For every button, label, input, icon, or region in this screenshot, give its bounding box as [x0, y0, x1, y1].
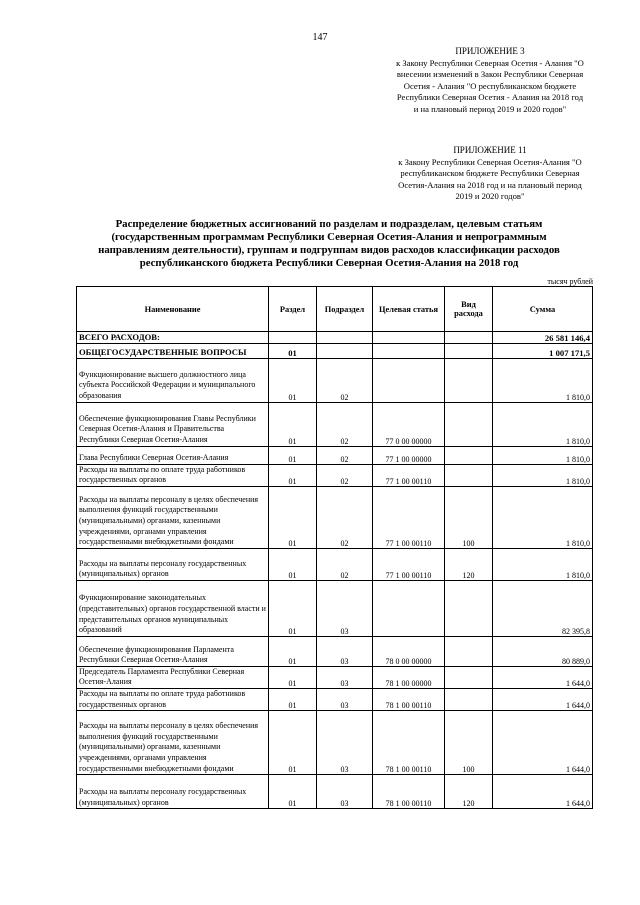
appendix-3-title: ПРИЛОЖЕНИЕ 3 — [455, 46, 525, 56]
cell-target-article: 77 1 00 00110 — [373, 486, 445, 548]
cell-razdel: 01 — [269, 666, 317, 688]
cell-razdel: 01 — [269, 711, 317, 775]
cell-name: ОБЩЕГОСУДАРСТВЕННЫЕ ВОПРОСЫ — [77, 343, 269, 358]
appendix-3-line: Республики Северная Осетия - Алания на 2018 год — [396, 92, 584, 103]
title-line: (государственным программам Республики Северная Осетия-Алания и непрограммным — [111, 231, 547, 243]
cell-expense-type — [445, 446, 493, 464]
cell-target-article — [373, 580, 445, 636]
cell-sum: 1 007 171,5 — [493, 343, 593, 358]
cell-expense-type — [445, 343, 493, 358]
budget-table — [76, 286, 593, 809]
table-row — [77, 580, 593, 636]
appendix-11-title: ПРИЛОЖЕНИЕ 11 — [453, 145, 527, 155]
table-row — [77, 332, 593, 344]
table-row — [77, 688, 593, 710]
cell-podrazdel: 02 — [317, 402, 373, 446]
cell-podrazdel — [317, 343, 373, 358]
table-row — [77, 343, 593, 358]
cell-sum: 26 581 146,4 — [493, 332, 593, 344]
cell-target-article — [373, 343, 445, 358]
appendix-11-line: Осетия-Алания на 2018 год и на плановый период — [398, 179, 582, 190]
cell-podrazdel: 03 — [317, 636, 373, 666]
cell-razdel: 01 — [269, 548, 317, 580]
cell-expense-type: 100 — [445, 711, 493, 775]
cell-podrazdel: 02 — [317, 548, 373, 580]
cell-sum: 1 644,0 — [493, 688, 593, 710]
cell-name: Расходы на выплаты по оплате труда работников государственных органов — [77, 688, 269, 710]
cell-sum: 1 644,0 — [493, 711, 593, 775]
cell-name: Расходы на выплаты персоналу в целях обеспечения выполнения функций государственными (муниципальными) органами, казенными учреждениями, органами управления государственными внебюджетными фондами — [77, 711, 269, 775]
appendix-3-line: внесении изменений в Закон Республики Северная — [396, 69, 584, 80]
cell-expense-type: 120 — [445, 775, 493, 809]
cell-sum: 1 810,0 — [493, 358, 593, 402]
cell-podrazdel — [317, 332, 373, 344]
cell-target-article: 78 1 00 00000 — [373, 666, 445, 688]
cell-podrazdel: 03 — [317, 688, 373, 710]
table-header-row — [77, 287, 593, 332]
cell-podrazdel: 03 — [317, 666, 373, 688]
cell-target-article — [373, 358, 445, 402]
cell-expense-type: 100 — [445, 486, 493, 548]
title-line: Распределение бюджетных ассигнований по разделам и подразделам, целевым статьям — [115, 218, 543, 230]
table-row — [77, 464, 593, 486]
appendix-3-line: Осетия - Алания "О республиканском бюджете — [403, 80, 577, 91]
cell-razdel: 01 — [269, 636, 317, 666]
cell-razdel: 01 — [269, 464, 317, 486]
cell-target-article: 77 0 00 00000 — [373, 402, 445, 446]
cell-razdel: 01 — [269, 486, 317, 548]
cell-expense-type: 120 — [445, 548, 493, 580]
cell-razdel: 01 — [269, 358, 317, 402]
header-name: Наименование — [77, 287, 269, 332]
cell-name: Функционирование законодательных (представительных) органов государственной власти и представительных органов муниципальных образований — [77, 580, 269, 636]
cell-expense-type — [445, 358, 493, 402]
cell-razdel: 01 — [269, 446, 317, 464]
cell-expense-type — [445, 636, 493, 666]
table-row — [77, 446, 593, 464]
cell-expense-type — [445, 666, 493, 688]
cell-target-article: 77 1 00 00000 — [373, 446, 445, 464]
cell-name: Расходы на выплаты персоналу в целях обеспечения выполнения функций государственными (муниципальными) органами, казенными учреждениями, органами управления государственными внебюджетными фондами — [77, 486, 269, 548]
cell-expense-type — [445, 332, 493, 344]
cell-razdel: 01 — [269, 343, 317, 358]
appendix-11-line: 2019 и 2020 годов" — [455, 191, 525, 202]
appendix-11-line: республиканском бюджете Республики Северная — [400, 168, 580, 179]
cell-name: Председатель Парламента Республики Северная Осетия-Алания — [77, 666, 269, 688]
table-row — [77, 775, 593, 809]
cell-razdel: 01 — [269, 775, 317, 809]
table-row — [77, 666, 593, 688]
header-podrazdel: Подраздел — [317, 287, 373, 332]
cell-razdel — [269, 332, 317, 344]
table-row — [77, 711, 593, 775]
table-row — [77, 358, 593, 402]
table-row — [77, 402, 593, 446]
cell-podrazdel: 02 — [317, 464, 373, 486]
cell-name: ВСЕГО РАСХОДОВ: — [77, 332, 269, 344]
appendix-3-line: к Закону Республики Северная Осетия - Алания "О — [396, 57, 584, 68]
cell-razdel: 01 — [269, 402, 317, 446]
cell-expense-type — [445, 402, 493, 446]
cell-podrazdel: 03 — [317, 711, 373, 775]
table-row — [77, 486, 593, 548]
cell-target-article: 78 1 00 00110 — [373, 775, 445, 809]
cell-target-article: 78 0 00 00000 — [373, 636, 445, 666]
cell-target-article: 77 1 00 00110 — [373, 464, 445, 486]
cell-expense-type — [445, 464, 493, 486]
page-number: 147 — [312, 32, 328, 43]
cell-sum: 80 889,0 — [493, 636, 593, 666]
cell-target-article: 78 1 00 00110 — [373, 711, 445, 775]
cell-podrazdel: 03 — [317, 580, 373, 636]
cell-name: Функционирование высшего должностного лица субъекта Российской Федерации и муниципального образования — [77, 358, 269, 402]
table-row — [77, 548, 593, 580]
header-razdel: Раздел — [269, 287, 317, 332]
cell-name: Расходы на выплаты персоналу государственных (муниципальных) органов — [77, 775, 269, 809]
units-label: тысяч рублей — [547, 277, 593, 286]
appendix-3-line: и на плановый период 2019 и 2020 годов" — [413, 103, 567, 114]
cell-name: Глава Республики Северная Осетия-Алания — [77, 446, 269, 464]
cell-sum: 1 810,0 — [493, 548, 593, 580]
header-sum: Сумма — [493, 287, 593, 332]
cell-sum: 1 644,0 — [493, 666, 593, 688]
cell-name: Расходы на выплаты по оплате труда работников государственных органов — [77, 464, 269, 486]
header-expense-type: Вид расхода — [445, 287, 493, 332]
cell-sum: 82 395,8 — [493, 580, 593, 636]
appendix-11-line: к Закону Республики Северная Осетия-Алания "О — [398, 156, 582, 167]
cell-sum: 1 810,0 — [493, 446, 593, 464]
cell-target-article — [373, 332, 445, 344]
cell-expense-type — [445, 688, 493, 710]
cell-podrazdel: 02 — [317, 446, 373, 464]
cell-sum: 1 810,0 — [493, 486, 593, 548]
cell-podrazdel: 03 — [317, 775, 373, 809]
cell-name: Расходы на выплаты персоналу государственных (муниципальных) органов — [77, 548, 269, 580]
cell-target-article: 77 1 00 00110 — [373, 548, 445, 580]
table-row — [77, 636, 593, 666]
cell-sum: 1 810,0 — [493, 464, 593, 486]
cell-podrazdel: 02 — [317, 486, 373, 548]
appendix-11-block — [378, 145, 602, 203]
document-title — [68, 218, 590, 270]
cell-sum: 1 810,0 — [493, 402, 593, 446]
cell-name: Обеспечение функционирования Главы Республики Северная Осетия-Алания и Правительства Республики Северная Осетия-Алания — [77, 402, 269, 446]
cell-razdel: 01 — [269, 688, 317, 710]
title-line: направлениям деятельности), группам и подгруппам видов расходов классификации расходов — [98, 244, 560, 256]
header-target-article: Целевая статья — [373, 287, 445, 332]
cell-razdel: 01 — [269, 580, 317, 636]
cell-sum: 1 644,0 — [493, 775, 593, 809]
title-line: республиканского бюджета Республики Северная Осетия-Алания на 2018 год — [139, 257, 519, 269]
cell-name: Обеспечение функционирования Парламента Республики Северная Осетия-Алания — [77, 636, 269, 666]
cell-target-article: 78 1 00 00110 — [373, 688, 445, 710]
appendix-3-block — [378, 46, 602, 116]
cell-podrazdel: 02 — [317, 358, 373, 402]
cell-expense-type — [445, 580, 493, 636]
